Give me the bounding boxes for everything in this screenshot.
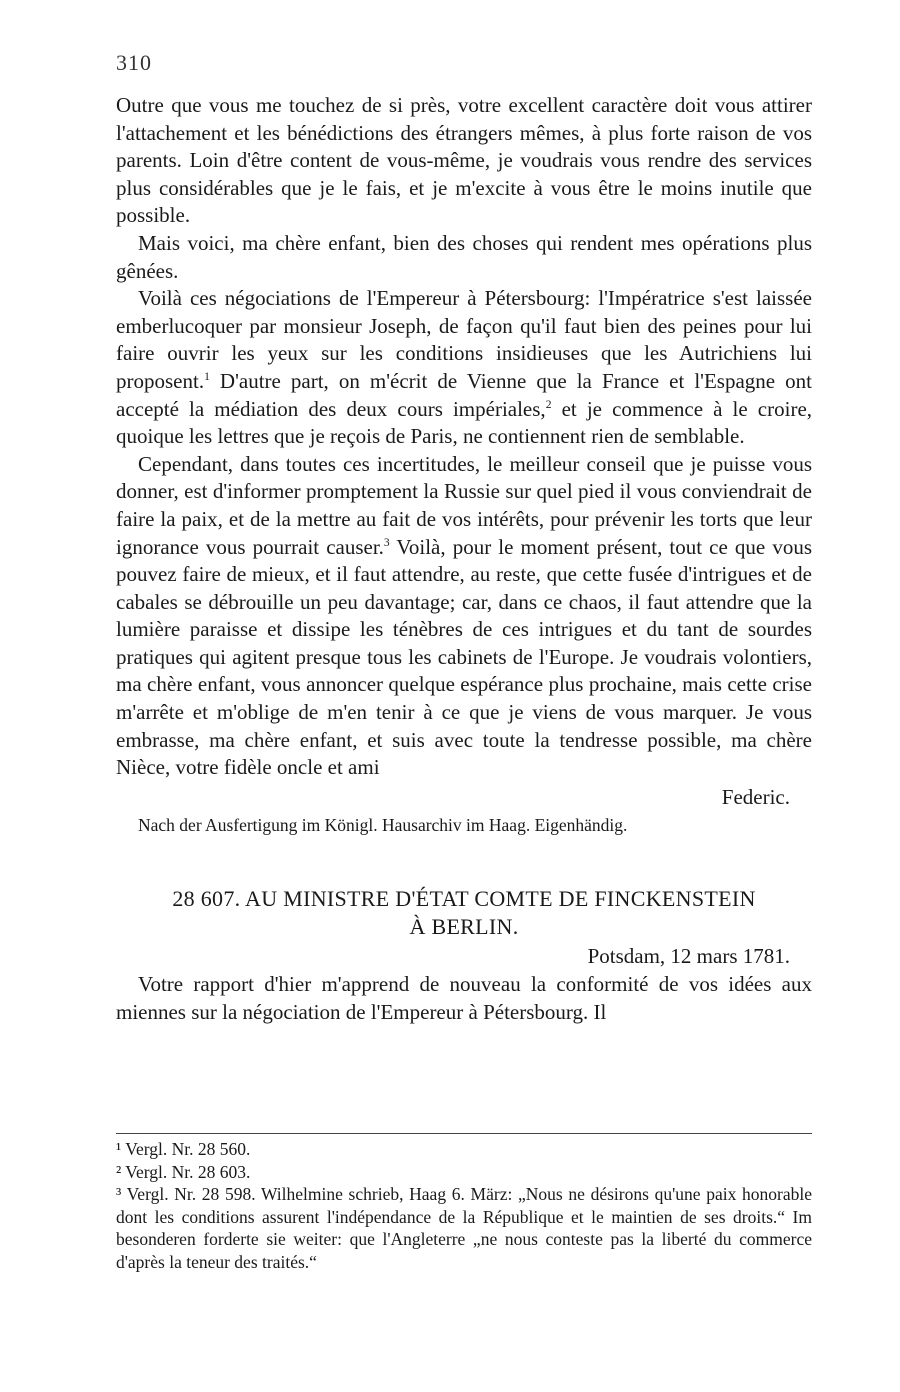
letter-paragraph [116, 451, 812, 782]
footnote: ³ Vergl. Nr. 28 598. Wilhelmine schrieb, Haag 6. März: „Nous ne désirons qu'une paix honorable dont les conditions assurent l'indépendance de la République et le maintien de ses droits.“ Im besonderen forderte sie weiter: que l'Angleterre „ne nous conteste pas la liberté du commerce d'après la teneur des traités.“ [116, 1184, 812, 1272]
footnote: ¹ Vergl. Nr. 28 560. [116, 1139, 251, 1159]
main-text [116, 92, 812, 1026]
letter-text: D'autre part, on m'écrit de Vienne que la France et l'Espagne ont accepté la médiation des deux cours impériales, [116, 368, 813, 421]
footnote-mark: 3 [383, 536, 390, 549]
footnote-divider [116, 1133, 812, 1134]
letter-paragraph: Outre que vous me touchez de si près, votre excellent caractère doit vous attirer l'attachement et les bénédictions des étrangers mêmes, à plus forte raison de vos parents. Loin d'être content de vous-même, je voudrais vous rendre des services plus considérables que je le fais, et je m'excite à vous être le moins inutile que possible. [116, 93, 812, 228]
letter-text: Voilà, pour le moment présent, tout ce que vous pouvez faire de mieux, et il faut attendre, au reste, que cette fusée d'intrigues et de cabales se débrouille un peu davantage; car, dans ce chaos, il faut attendre que la lumière paraisse et dissipe les ténèbres de ces intrigues et du tant de sourdes pratiques qui agitent presque tous les cabinets de l'Europe. Je voudrais volontiers, ma chère enfant, vous annoncer quelque espérance plus prochaine, mais cette crise m'arrête et m'oblige de m'en tenir à ce que je viens de vous marquer. Je vous embrasse, ma chère enfant, et suis avec toute la tendresse possible, ma chère Nièce, votre fidèle oncle et ami [116, 534, 812, 780]
letter-paragraph [116, 285, 812, 451]
page-number: 310 [116, 50, 152, 75]
footnote: ² Vergl. Nr. 28 603. [116, 1161, 251, 1182]
footnote-mark: 1 [204, 370, 210, 383]
signature: Federic. [721, 784, 790, 809]
letter-paragraph: Votre rapport d'hier m'apprend de nouveau la conformité de vos idées aux miennes sur la négociation de l'Empereur à Pétersbourg. Il [116, 972, 812, 1024]
letter-paragraph: Mais voici, ma chère enfant, bien des choses qui rendent mes opérations plus gênées. [116, 230, 812, 283]
letter-text: Cependant, dans toutes ces incertitudes, le meilleur conseil que je puisse vous donner, est d'informer promptement la Russie sur quel pied il vous conviendrait de faire la paix, et de la mettre au fait de vos intérêts, pour prévenir les torts que leur ignorance vous pourrait causer. [116, 451, 812, 559]
letter-text: et je commence à le croire, quoique les lettres que je reçois de Paris, ne contiennent rien de semblable. [116, 396, 813, 449]
heading-line-2: À BERLIN. [409, 914, 519, 940]
source-note: Nach der Ausfertigung im Königl. Hausarchiv im Haag. Eigenhändig. [138, 815, 628, 836]
letter-heading [116, 885, 812, 941]
place-date: Potsdam, 12 mars 1781. [587, 944, 790, 969]
letter-text: Voilà ces négociations de l'Empereur à Pétersbourg: l'Impératrice s'est laissée emberlucoquer par monsieur Joseph, de façon qu'il faut bien des peines pour lui faire ouvrir les yeux sur les conditions insidieuses que les Autrichiens lui proposent. [116, 286, 812, 393]
footnotes [116, 1138, 812, 1273]
heading-line-1: 28 607. AU MINISTRE D'ÉTAT COMTE DE FINCKENSTEIN [172, 886, 756, 912]
footnote-mark: 2 [545, 398, 552, 411]
